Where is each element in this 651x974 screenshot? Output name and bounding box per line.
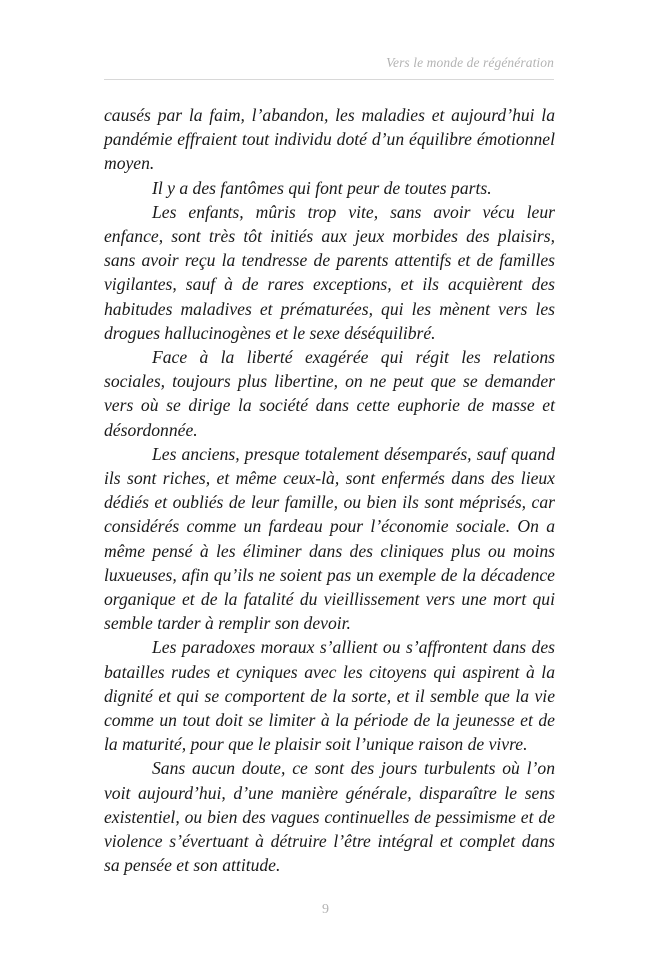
running-header-title: Vers le monde de régénération xyxy=(386,55,554,70)
paragraph: Face à la liberté exagérée qui régit les relations sociales, toujours plus libertine, on ne peut que se demander vers où se dirige la société dans cette euphorie de masse et désordonnée. xyxy=(104,347,555,440)
paragraph: Les enfants, mûris trop vite, sans avoir vécu leur enfance, sont très tôt initiés aux jeux morbides des plaisirs, sans avoir reçu la tendresse de parents attentifs et de familles vigilantes, sauf à de rares exceptions, et ils acquièrent des habitudes maladives et prématurées, qui les mènent vers les drogues hallucinogènes et le sexe déséquilibré. xyxy=(104,201,555,343)
paragraph: Les paradoxes moraux s’allient ou s’affrontent dans des batailles rudes et cyniques avec les citoyens qui aspirent à la dignité et qui se comportent de la sorte, et il semble que la vie comme un tout doit se limiter à la période de la jeunesse et de la maturité, pour que le plaisir soit l’unique raison de vivre. xyxy=(104,637,555,755)
page-body xyxy=(104,103,555,878)
paragraph: Il y a des fantômes qui font peur de toutes parts. xyxy=(152,177,492,198)
paragraph: Sans aucun doute, ce sont des jours turbulents où l’on voit aujourd’hui, d’une manière générale, disparaître le sens existentiel, ou bien des vagues continuelles de pessimisme et de violence s’évertuant à détruire l’être intégral et complet dans sa pensée et son attitude. xyxy=(104,758,555,876)
paragraph-continued: causés par la faim, l’abandon, les maladies et aujourd’hui la pandémie effraient tout individu doté d’un équilibre émotionnel moyen. xyxy=(104,105,555,174)
page-number: 9 xyxy=(322,902,329,917)
paragraph: Les anciens, presque totalement désemparés, sauf quand ils sont riches, et même ceux-là, sont enfermés dans des lieux dédiés et oubliés de leur famille, ou bien ils sont méprisés, car considérés comme un fardeau pour l’économie sociale. On a même pensé à les éliminer dans des cliniques plus ou moins luxueuses, afin qu’ils ne soient pas un exemple de la décadence organique et de la fatalité du vieillissement vers une mort qui semble tarder à remplir son devoir. xyxy=(104,443,555,634)
running-header xyxy=(104,52,554,80)
